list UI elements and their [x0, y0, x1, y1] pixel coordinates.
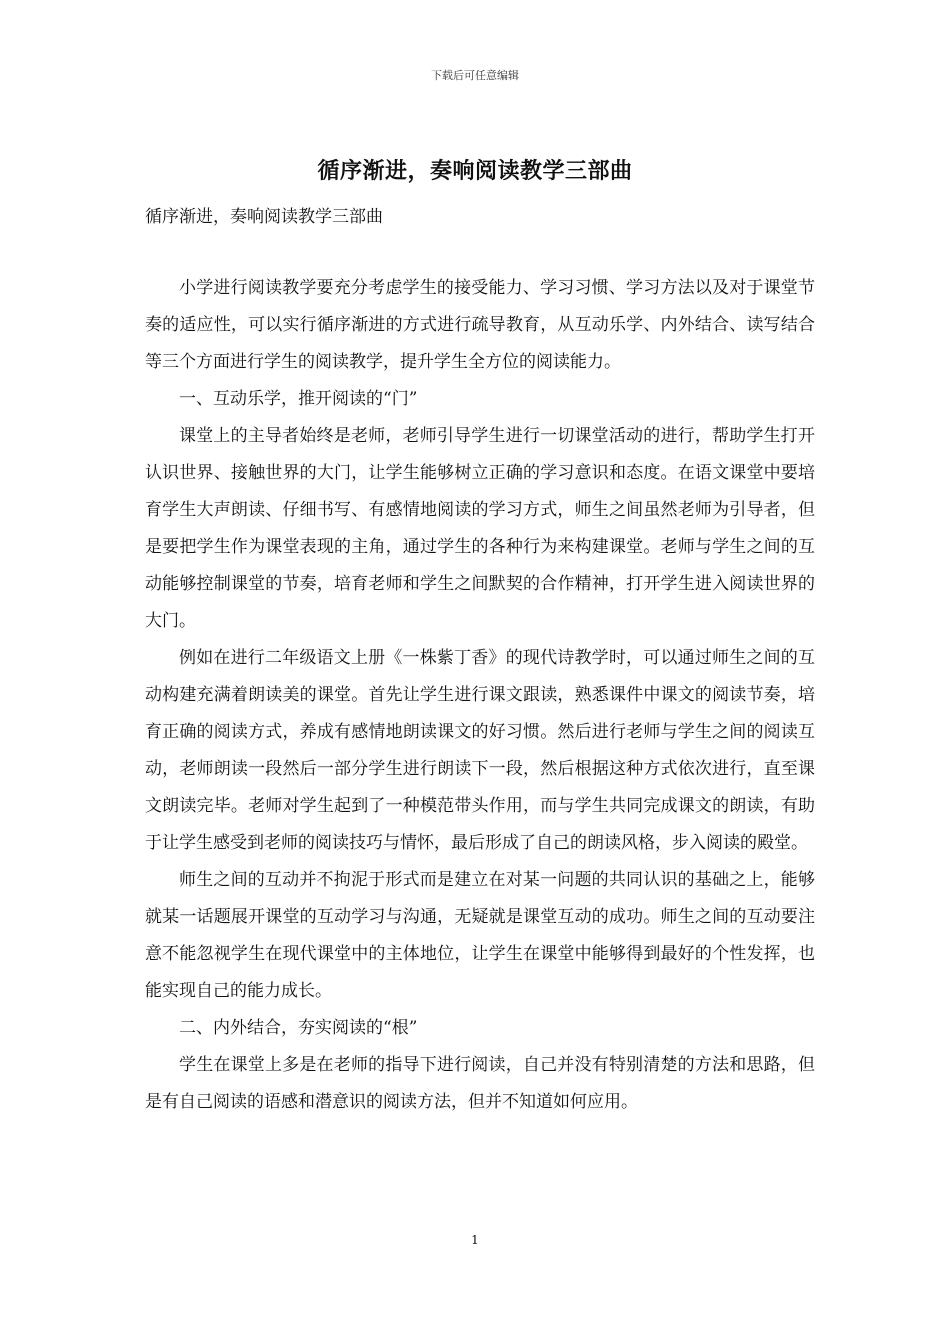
- header-note: 下载后可任意编辑: [431, 69, 519, 82]
- body-text: [145, 270, 815, 1121]
- section-heading-2: 二、内外结合，夯实阅读的“根”: [179, 1018, 418, 1038]
- paragraph: 课堂上的主导者始终是老师，老师引导学生进行一切课堂活动的进行，帮助学生打开认识世界、接触世界的大门，让学生能够树立正确的学习意识和态度。在语文课堂中要培育学生大声朗读、仔细书写、有感情地阅读的学习方式，师生之间虽然老师为引导者，但是要把学生作为课堂表现的主角，通过学生的各种行为来构建课堂。老师与学生之间的互动能够控制课堂的节奏，培育老师和学生之间默契的合作精神，打开学生进入阅读世界的大门。: [145, 426, 815, 631]
- page-number: 1: [471, 1233, 479, 1247]
- section-heading-1: 一、互动乐学，推开阅读的“门”: [179, 389, 418, 409]
- paragraph: 例如在进行二年级语文上册《一株紫丁香》的现代诗教学时，可以通过师生之间的互动构建充满着朗读美的课堂。首先让学生进行课文跟读，熟悉课件中课文的阅读节奏，培育正确的阅读方式，养成有感情地朗读课文的好习惯。然后进行老师与学生之间的阅读互动，老师朗读一段然后一部分学生进行朗读下一段，然后根据这种方式依次进行，直至课文朗读完毕。老师对学生起到了一种模范带头作用，而与学生共同完成课文的朗读，有助于让学生感受到老师的阅读技巧与情怀，最后形成了自己的朗读风格，步入阅读的殿堂。: [145, 648, 815, 853]
- paragraph: 师生之间的互动并不拘泥于形式而是建立在对某一问题的共同认识的基础之上，能够就某一话题展开课堂的互动学习与沟通，无疑就是课堂互动的成功。师生之间的互动要注意不能忽视学生在现代课堂中的主体地位，让学生在课堂中能够得到最好的个性发挥，也能实现自己的能力成长。: [145, 870, 815, 1001]
- paragraph: 学生在课堂上多是在老师的指导下进行阅读，自己并没有特别清楚的方法和思路，但是有自己阅读的语感和潜意识的阅读方法，但并不知道如何应用。: [145, 1055, 815, 1112]
- document-subtitle: 循序渐进，奏响阅读教学三部曲: [145, 207, 383, 227]
- paragraph-intro: 小学进行阅读教学要充分考虑学生的接受能力、学习习惯、学习方法以及对于课堂节奏的适应性，可以实行循序渐进的方式进行疏导教育，从互动乐学、内外结合、读写结合等三个方面进行学生的阅读教学，提升学生全方位的阅读能力。: [145, 278, 815, 372]
- document-title: 循序渐进，奏响阅读教学三部曲: [317, 158, 633, 184]
